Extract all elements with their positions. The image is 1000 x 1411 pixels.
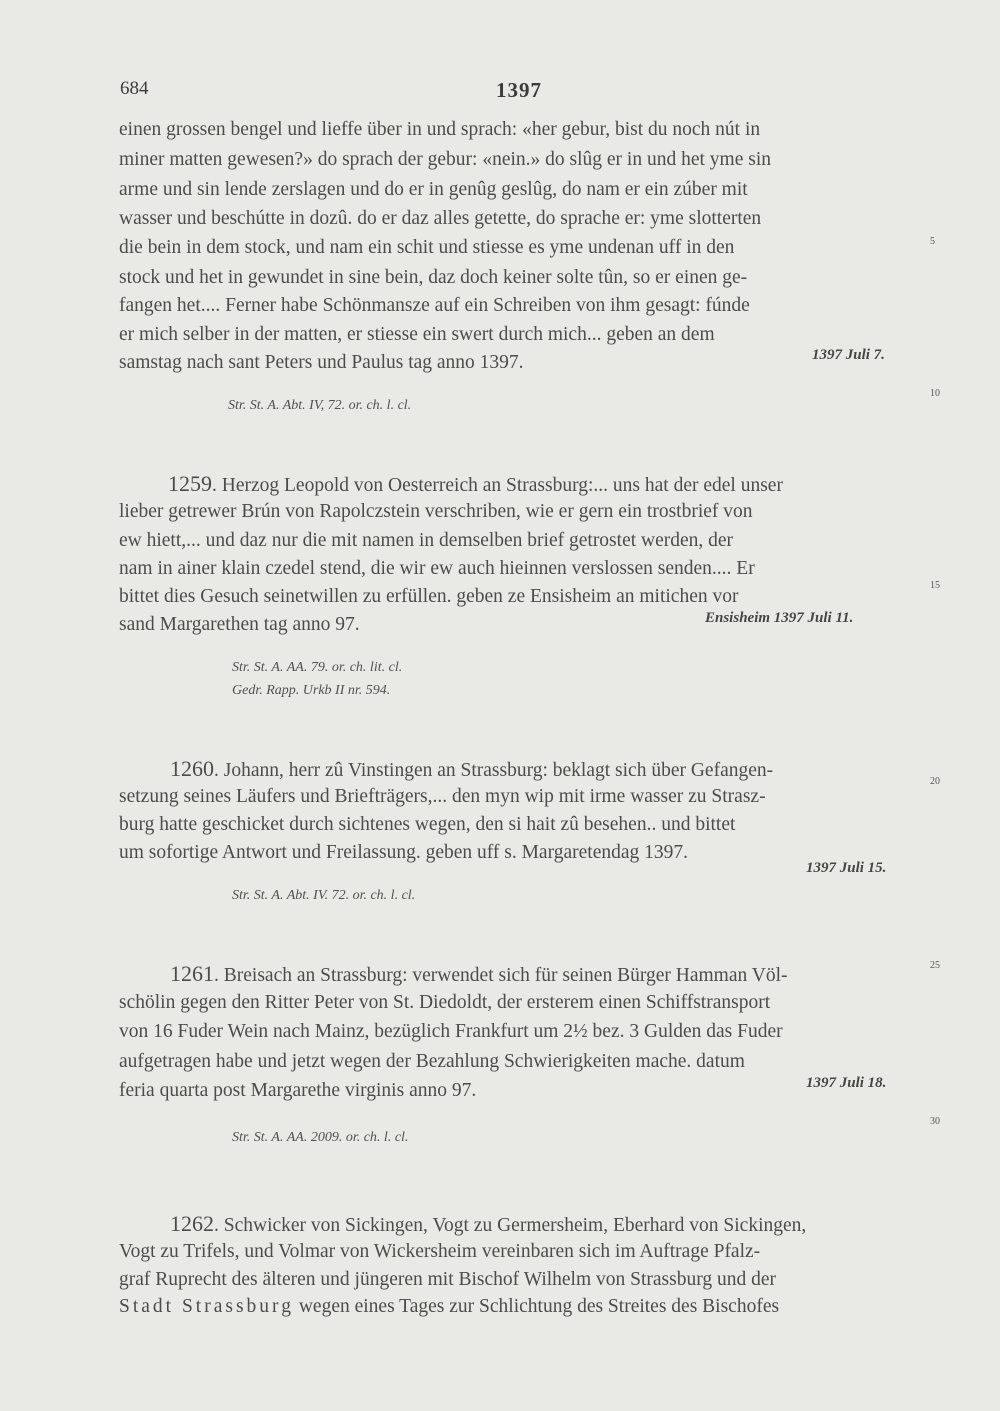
text-line: schölin gegen den Ritter Peter von St. Diedoldt, der ersterem einen Schiffstransport bbox=[119, 992, 771, 1013]
source-citation: Str. St. A. AA. 2009. or. ch. l. cl. bbox=[232, 1130, 409, 1145]
source-citation: Gedr. Rapp. Urkb II nr. 594. bbox=[232, 683, 391, 698]
text-line: stock und het in gewundet in sine bein, daz doch keiner solte tûn, so er einen ge- bbox=[119, 267, 748, 288]
line-number: 30 bbox=[930, 1116, 940, 1127]
text-line: miner matten gewesen?» do sprach der gebur: «nein.» do slûg er in und het yme sin bbox=[119, 149, 771, 170]
line-number: 20 bbox=[930, 776, 940, 787]
text-line: er mich selber in der matten, er stiesse ein swert durch mich... geben an dem bbox=[119, 324, 715, 345]
text-line: fangen het.... Ferner habe Schönmansze auf ein Schreiben von ihm gesagt: fúnde bbox=[119, 295, 750, 316]
entry-text: . Breisach an Strassburg: verwendet sich für seinen Bürger Hamman Völ- bbox=[214, 965, 788, 986]
line-number: 25 bbox=[930, 960, 940, 971]
entry-number: 1260 bbox=[170, 756, 214, 781]
text-line-rest: wegen eines Tages zur Schlichtung des Streites des Bischofes bbox=[293, 1296, 780, 1317]
text-line: samstag nach sant Peters und Paulus tag anno 1397. bbox=[119, 352, 524, 373]
text-line: sand Margarethen tag anno 97. bbox=[119, 614, 360, 635]
entry-text: . Herzog Leopold von Oesterreich an Strassburg:... uns hat der edel unser bbox=[212, 475, 783, 496]
source-citation: Str. St. A. Abt. IV, 72. or. ch. l. cl. bbox=[228, 398, 412, 413]
entry-text: . Johann, herr zû Vinstingen an Strassburg: beklagt sich über Gefangen- bbox=[214, 760, 774, 781]
text-line: aufgetragen habe und jetzt wegen der Bezahlung Schwierigkeiten mache. datum bbox=[119, 1051, 745, 1072]
text-line: Vogt zu Trifels, und Volmar von Wickersheim vereinbaren sich im Auftrage Pfalz- bbox=[119, 1241, 761, 1262]
text-line: um sofortige Antwort und Freilassung. geben uff s. Margaretendag 1397. bbox=[119, 842, 689, 863]
entry-heading-line bbox=[170, 757, 773, 783]
date-note: 1397 Juli 15. bbox=[806, 860, 887, 876]
entry-heading-line bbox=[170, 962, 788, 988]
source-citation: Str. St. A. AA. 79. or. ch. lit. cl. bbox=[232, 660, 403, 675]
text-line bbox=[119, 1295, 779, 1319]
text-line: bittet dies Gesuch seinetwillen zu erfüllen. geben ze Ensisheim an mitichen vor bbox=[119, 586, 739, 607]
line-number: 15 bbox=[930, 580, 940, 591]
spaced-text: Stadt Strassburg bbox=[119, 1296, 294, 1317]
text-line: lieber getrewer Brún von Rapolczstein verschriben, wie er gern ein trostbrief von bbox=[119, 501, 753, 522]
entry-text: . Schwicker von Sickingen, Vogt zu Germersheim, Eberhard von Sickingen, bbox=[214, 1215, 807, 1236]
line-number: 10 bbox=[930, 388, 940, 399]
text-line: wasser und beschútte in dozû. do er daz alles getette, do sprache er: yme slotterten bbox=[119, 208, 762, 229]
date-note: 1397 Juli 18. bbox=[806, 1075, 887, 1091]
text-line: nam in ainer klain czedel stend, die wir ew auch hieinnen verslossen senden.... Er bbox=[119, 558, 755, 579]
text-line: feria quarta post Margarethe virginis anno 97. bbox=[119, 1080, 477, 1101]
text-line: ew hiett,... und daz nur die mit namen in demselben brief getrostet werden, der bbox=[119, 530, 734, 551]
text-line: burg hatte geschicket durch sichtenes wegen, den si hait zû besehen.. und bittet bbox=[119, 814, 736, 835]
entry-number: 1262 bbox=[170, 1211, 214, 1236]
source-citation: Str. St. A. Abt. IV. 72. or. ch. l. cl. bbox=[232, 888, 416, 903]
entry-number: 1259 bbox=[168, 471, 212, 496]
entry-number: 1261 bbox=[170, 961, 214, 986]
page-number: 684 bbox=[120, 78, 149, 99]
text-line: setzung seines Läufers und Briefträgers,... den myn wip mit irme wasser zu Strasz- bbox=[119, 786, 766, 807]
text-line: von 16 Fuder Wein nach Mainz, bezüglich Frankfurt um 2½ bez. 3 Gulden das Fuder bbox=[119, 1021, 783, 1042]
running-head-year: 1397 bbox=[496, 78, 542, 102]
line-number: 5 bbox=[930, 236, 935, 247]
text-line: arme und sin lende zerslagen und do er in genûg geslûg, do nam er ein zúber mit bbox=[119, 179, 748, 200]
entry-heading-line bbox=[170, 1212, 806, 1238]
text-line: graf Ruprecht des älteren und jüngeren mit Bischof Wilhelm von Strassburg und der bbox=[119, 1269, 777, 1290]
text-line: die bein in dem stock, und nam ein schit und stiesse es yme undenan uff in den bbox=[119, 237, 735, 258]
text-line: einen grossen bengel und lieffe über in und sprach: «her gebur, bist du noch nút in bbox=[119, 119, 761, 140]
date-note: 1397 Juli 7. bbox=[812, 347, 885, 363]
date-note: Ensisheim 1397 Juli 11. bbox=[705, 610, 854, 626]
entry-heading-line bbox=[168, 472, 783, 498]
